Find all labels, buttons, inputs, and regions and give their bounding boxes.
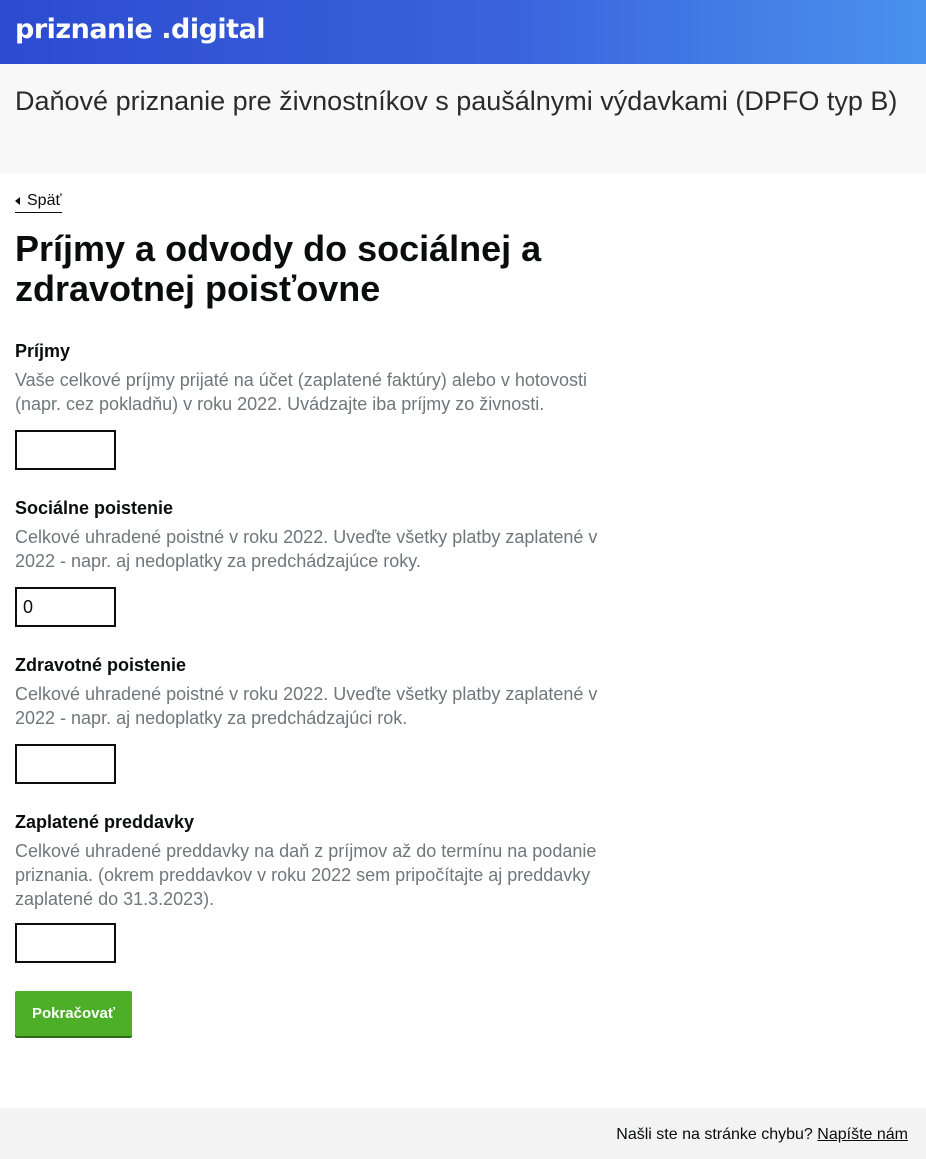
income-hint: Vaše celkové príjmy prijaté na účet (zaplatené faktúry) alebo v hotovosti (napr. cez pokladňu) v roku 2022. Uvádzajte iba príjmy zo živnosti. (15, 370, 587, 414)
back-link[interactable] (15, 191, 62, 213)
prepayments-hint: Celkové uhradené preddavky na daň z príjmov až do termínu na podanie priznania. (okrem preddavkov v roku 2022 sem pripočítajte aj preddavky zaplatené do 31.3.2023). (15, 841, 597, 909)
income-input[interactable] (15, 430, 116, 470)
contact-link[interactable]: Napíšte nám (817, 1126, 908, 1143)
page-heading: Príjmy a odvody do sociálnej a zdravotnej poisťovne (15, 228, 542, 309)
health-insurance-hint: Celkové uhradené poistné v roku 2022. Uveďte všetky platby zaplatené v 2022 - napr. aj nedoplatky za predchádzajúci rok. (15, 684, 598, 728)
prepayments-label: Zaplatené preddavky (15, 812, 195, 832)
health-insurance-input[interactable] (15, 744, 116, 784)
income-field-group (15, 340, 615, 470)
footer (0, 1108, 926, 1159)
social-insurance-field-group (15, 497, 615, 627)
footer-question: Našli ste na stránke chybu? (616, 1126, 813, 1143)
continue-button[interactable]: Pokračovať (15, 991, 132, 1036)
back-link-label: Späť (27, 191, 62, 209)
app-title: Daňové priznanie pre živnostníkov s paušálnymi výdavkami (DPFO typ B) (15, 86, 898, 116)
app-title-bar (0, 64, 926, 173)
prepayments-input[interactable] (15, 923, 116, 963)
site-logo[interactable]: priznanie .digital (15, 14, 266, 45)
caret-left-icon (15, 197, 20, 205)
prepayments-field-group (15, 811, 615, 963)
social-insurance-label: Sociálne poistenie (15, 498, 174, 518)
health-insurance-field-group (15, 654, 615, 784)
top-bar (0, 0, 926, 64)
health-insurance-label: Zdravotné poistenie (15, 655, 187, 675)
social-insurance-hint: Celkové uhradené poistné v roku 2022. Uveďte všetky platby zaplatené v 2022 - napr. aj nedoplatky za predchádzajúce roky. (15, 527, 598, 571)
footer-text (616, 1126, 908, 1144)
income-label: Príjmy (15, 341, 71, 361)
social-insurance-input[interactable] (15, 587, 116, 627)
